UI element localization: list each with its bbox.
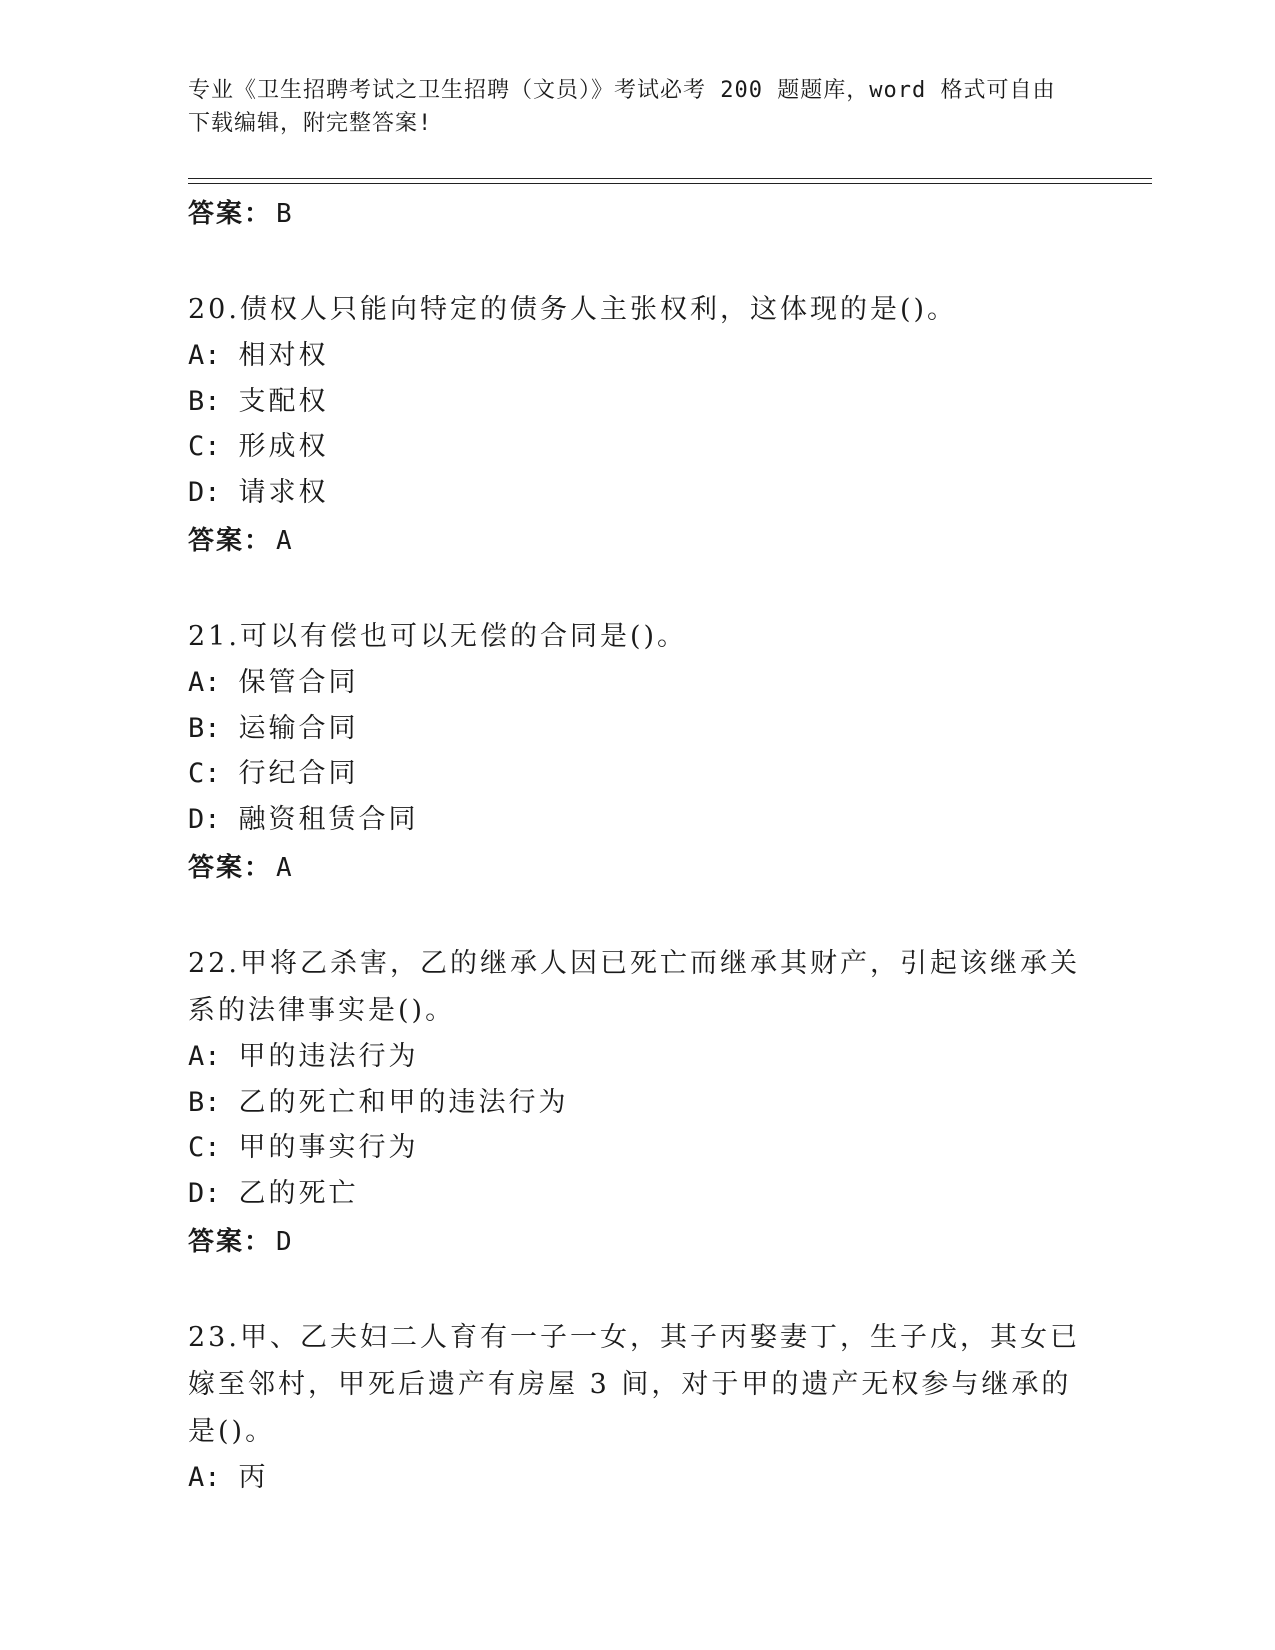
- header-divider-bottom: [188, 183, 1152, 184]
- option-key: C:: [188, 431, 221, 462]
- option-key: A:: [188, 1462, 221, 1493]
- answer-line: [188, 846, 1088, 890]
- option-key: D:: [188, 476, 221, 508]
- option-a: [188, 660, 1088, 706]
- option-d: [188, 470, 1088, 516]
- question-text: 23.甲、乙夫妇二人育有一子一女，其子丙娶妻丁，生子戊，其女已嫁至邻村，甲死后遗产有房屋 3 间，对于甲的遗产无权参与继承的是()。: [188, 1322, 1080, 1447]
- option-b: [188, 1080, 1088, 1126]
- option-c: [188, 424, 1088, 470]
- option-a: [188, 1034, 1088, 1080]
- option-text: 相对权: [238, 340, 329, 371]
- option-key: C:: [188, 758, 221, 789]
- answer-value: A: [276, 853, 294, 883]
- answer-line: [188, 1220, 1088, 1264]
- option-text: 丙: [238, 1462, 269, 1493]
- option-text: 行纪合同: [238, 758, 359, 789]
- option-key: B:: [188, 712, 221, 744]
- option-text: 融资租赁合同: [238, 803, 419, 835]
- answer-label: 答案：: [188, 526, 273, 556]
- option-b: [188, 706, 1088, 752]
- answer-value: D: [276, 1227, 294, 1257]
- option-d: [188, 1171, 1088, 1217]
- option-key: B:: [188, 385, 221, 417]
- option-text: 形成权: [238, 431, 329, 462]
- option-b: [188, 379, 1088, 425]
- question-22: [188, 940, 1088, 1264]
- option-text: 甲的违法行为: [238, 1041, 419, 1072]
- option-text: 甲的事实行为: [238, 1132, 419, 1163]
- answer-label: 答案：: [188, 853, 273, 883]
- answer-label: 答案：: [188, 1227, 273, 1257]
- answer-line: [188, 519, 1088, 563]
- option-a: [188, 333, 1088, 379]
- document-header: 专业《卫生招聘考试之卫生招聘（文员）》考试必考 200 题题库，word 格式可自由下载编辑，附完整答案!: [188, 78, 1056, 136]
- question-20: [188, 286, 1088, 563]
- question-text: 20.债权人只能向特定的债务人主张权利，这体现的是()。: [188, 294, 958, 325]
- option-key: A:: [188, 667, 221, 698]
- option-key: D:: [188, 1177, 221, 1209]
- option-key: A:: [188, 340, 221, 371]
- option-text: 请求权: [238, 476, 329, 508]
- question-text: 21.可以有偿也可以无偿的合同是()。: [188, 621, 688, 652]
- option-key: A:: [188, 1041, 221, 1072]
- option-key: B:: [188, 1086, 221, 1118]
- answer-label: 答案：: [188, 199, 273, 229]
- option-text: 保管合同: [238, 667, 359, 698]
- answer-value: B: [276, 199, 294, 229]
- option-a: [188, 1455, 1088, 1501]
- header-divider-top: [188, 178, 1152, 179]
- question-text: 22.甲将乙杀害，乙的继承人因已死亡而继承其财产，引起该继承关系的法律事实是()。: [188, 948, 1080, 1026]
- option-c: [188, 751, 1088, 797]
- question-23: [188, 1314, 1088, 1501]
- option-text: 乙的死亡和甲的违法行为: [238, 1086, 569, 1118]
- question-list: [188, 188, 1088, 1501]
- question-21: [188, 613, 1088, 890]
- option-c: [188, 1125, 1088, 1171]
- option-text: 支配权: [238, 385, 329, 417]
- answer-line: [188, 192, 1088, 236]
- option-key: C:: [188, 1132, 221, 1163]
- option-text: 乙的死亡: [238, 1177, 359, 1209]
- answer-value: A: [276, 526, 294, 556]
- option-d: [188, 797, 1088, 843]
- option-text: 运输合同: [238, 712, 359, 744]
- option-key: D:: [188, 803, 221, 835]
